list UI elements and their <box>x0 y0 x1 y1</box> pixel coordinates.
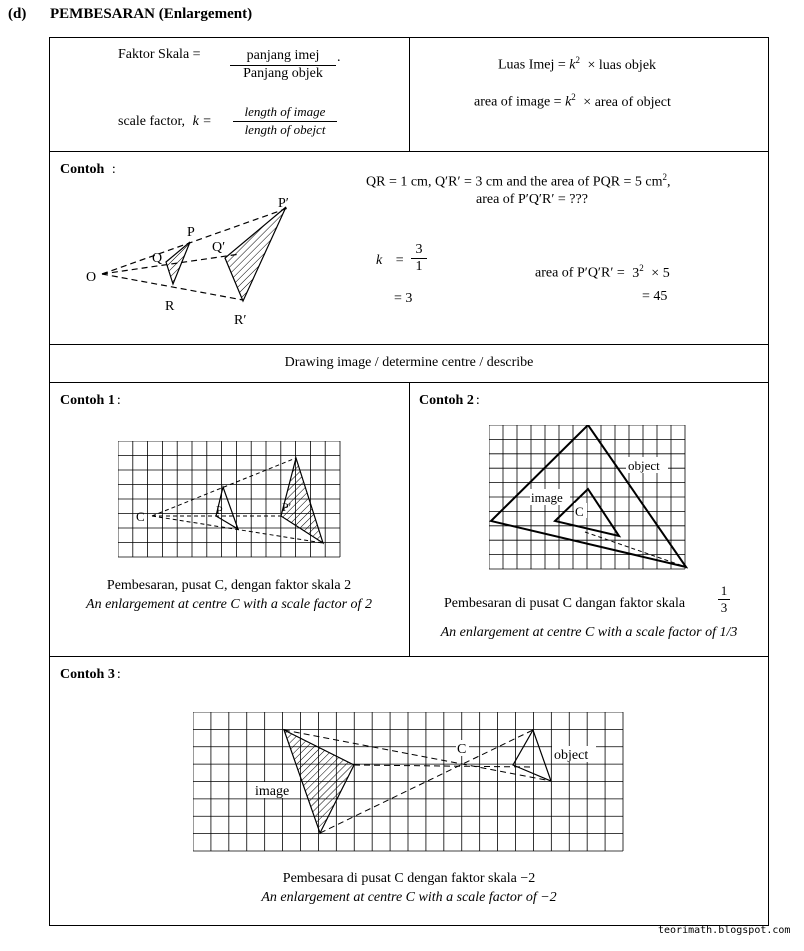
k-fraction <box>411 242 427 275</box>
area-calc-mult: × 5 <box>651 265 670 281</box>
k-result: = 3 <box>394 291 413 306</box>
watermark: teorimath.blogspot.com <box>658 925 791 936</box>
ex1-label-c: C <box>136 509 145 524</box>
example0-line2: area of P′Q′R′ = ??? <box>476 192 588 207</box>
example0-line1-end: , <box>667 174 671 190</box>
ex1-label-p: P <box>216 503 223 517</box>
example1-colon: : <box>116 393 121 408</box>
example1-title <box>60 393 121 409</box>
example1-caption-en: An enlargement at centre C with a scale factor of 2 <box>86 597 372 612</box>
example2-frac-den: 3 <box>720 600 728 615</box>
example0-line1-exp: 2 <box>662 172 668 182</box>
example3-title-text: Contoh 3 <box>60 667 115 682</box>
k-label-text: k <box>376 253 383 268</box>
k-denominator: 1 <box>415 259 423 274</box>
row-divider <box>49 656 769 657</box>
sf-fraction <box>233 104 337 138</box>
ex2-label-object: object <box>628 458 660 473</box>
ex3-label-c: C <box>457 742 467 757</box>
example3-title <box>60 667 121 683</box>
ex2-label-image: image <box>531 490 563 505</box>
k-eq: = <box>395 253 404 268</box>
area-result: = 45 <box>642 289 668 304</box>
example0-title <box>60 162 116 178</box>
col-divider <box>409 37 410 151</box>
example2-title-text: Contoh 2 <box>419 393 474 408</box>
example2-caption-ms <box>444 596 685 612</box>
area-image-formula <box>474 92 671 111</box>
example3-grid-diagram <box>193 712 625 853</box>
luas-imej-formula <box>498 55 656 74</box>
label-o: O <box>86 270 97 285</box>
triangle-pqr <box>166 242 190 284</box>
luas-exp: 2 <box>575 55 580 65</box>
example0-title-text: Contoh <box>60 162 105 177</box>
label-q: Q <box>152 251 163 266</box>
example1-title-text: Contoh 1 <box>60 393 115 408</box>
luas-b: × luas objek <box>587 57 657 73</box>
k-numerator: 3 <box>411 242 427 259</box>
example3-colon: : <box>116 667 121 682</box>
area-b: × area of object <box>583 94 671 110</box>
example0-line1-text: QR = 1 cm, Q′R′ = 3 cm and the area of PQR = 5 cm <box>366 174 663 190</box>
example0-colon: : <box>111 162 116 177</box>
sf-denominator: length of obejct <box>244 122 326 137</box>
example1-caption-ms: Pembesaran, pusat C, dengan faktor skala 2 <box>106 578 352 593</box>
area-calc-exp: 2 <box>639 263 644 273</box>
scale-factor-lhs <box>118 114 212 130</box>
row-divider <box>49 151 769 152</box>
area-calc-base: 3 <box>632 265 640 281</box>
section-label: (d) <box>8 6 27 22</box>
label-p-prime: P′ <box>278 196 289 211</box>
sf-numerator: length of image <box>233 104 337 122</box>
col-divider <box>409 382 410 656</box>
triangle-p2q2r2 <box>225 207 286 301</box>
example2-title <box>419 393 480 409</box>
area-exp: 2 <box>571 92 576 102</box>
example0-diagram <box>80 190 310 330</box>
example2-fraction <box>718 583 730 616</box>
example3-caption-ms: Pembesara di pusat C dengan faktor skala −2 <box>282 871 536 886</box>
luas-k: k <box>569 57 576 73</box>
section-title: PEMBESARAN (Enlargement) <box>50 6 253 22</box>
area-a: area of image = <box>474 94 562 110</box>
row-divider <box>49 344 769 345</box>
ex2-label-c: C <box>575 504 584 519</box>
area-calc <box>535 263 670 282</box>
faktor-dot: . <box>337 50 341 65</box>
k-label <box>376 253 404 269</box>
example2-caption-en: An enlargement at centre C with a scale factor of 1/3 <box>440 625 738 640</box>
label-r-prime: R′ <box>234 313 247 328</box>
example1-grid-diagram <box>118 441 342 560</box>
sf-lhs-text: scale factor, <box>118 114 186 129</box>
sf-k: k = <box>192 114 212 129</box>
area-calc-label: area of P′Q′R′ = <box>535 265 625 281</box>
example0-line1 <box>366 172 671 191</box>
faktor-denominator: Panjang objek <box>243 66 323 81</box>
faktor-skala-formula <box>118 47 201 63</box>
example3-caption-en: An enlargement at centre C with a scale factor of −2 <box>261 890 557 905</box>
example2-colon: : <box>475 393 480 408</box>
drawing-header: Drawing image / determine centre / describe <box>284 355 534 370</box>
ex3-object-triangle <box>513 730 551 781</box>
faktor-numerator: panjang imej <box>230 48 336 66</box>
faktor-fraction <box>230 48 336 82</box>
ex3-label-image: image <box>255 784 290 799</box>
faktor-lhs: Faktor Skala = <box>118 47 201 62</box>
label-p: P <box>187 225 195 240</box>
label-r: R <box>165 299 175 314</box>
example2-frac-num: 1 <box>718 583 730 600</box>
area-k: k <box>565 94 572 110</box>
example2-caption-ms-text: Pembesaran di pusat C dangan faktor skala <box>444 596 686 611</box>
ex3-label-object: object <box>554 748 589 763</box>
ex1-label-p-prime: P′ <box>282 500 292 514</box>
label-q-prime: Q′ <box>212 240 226 255</box>
luas-a: Luas Imej = <box>498 57 566 73</box>
example2-grid-diagram <box>489 425 688 570</box>
